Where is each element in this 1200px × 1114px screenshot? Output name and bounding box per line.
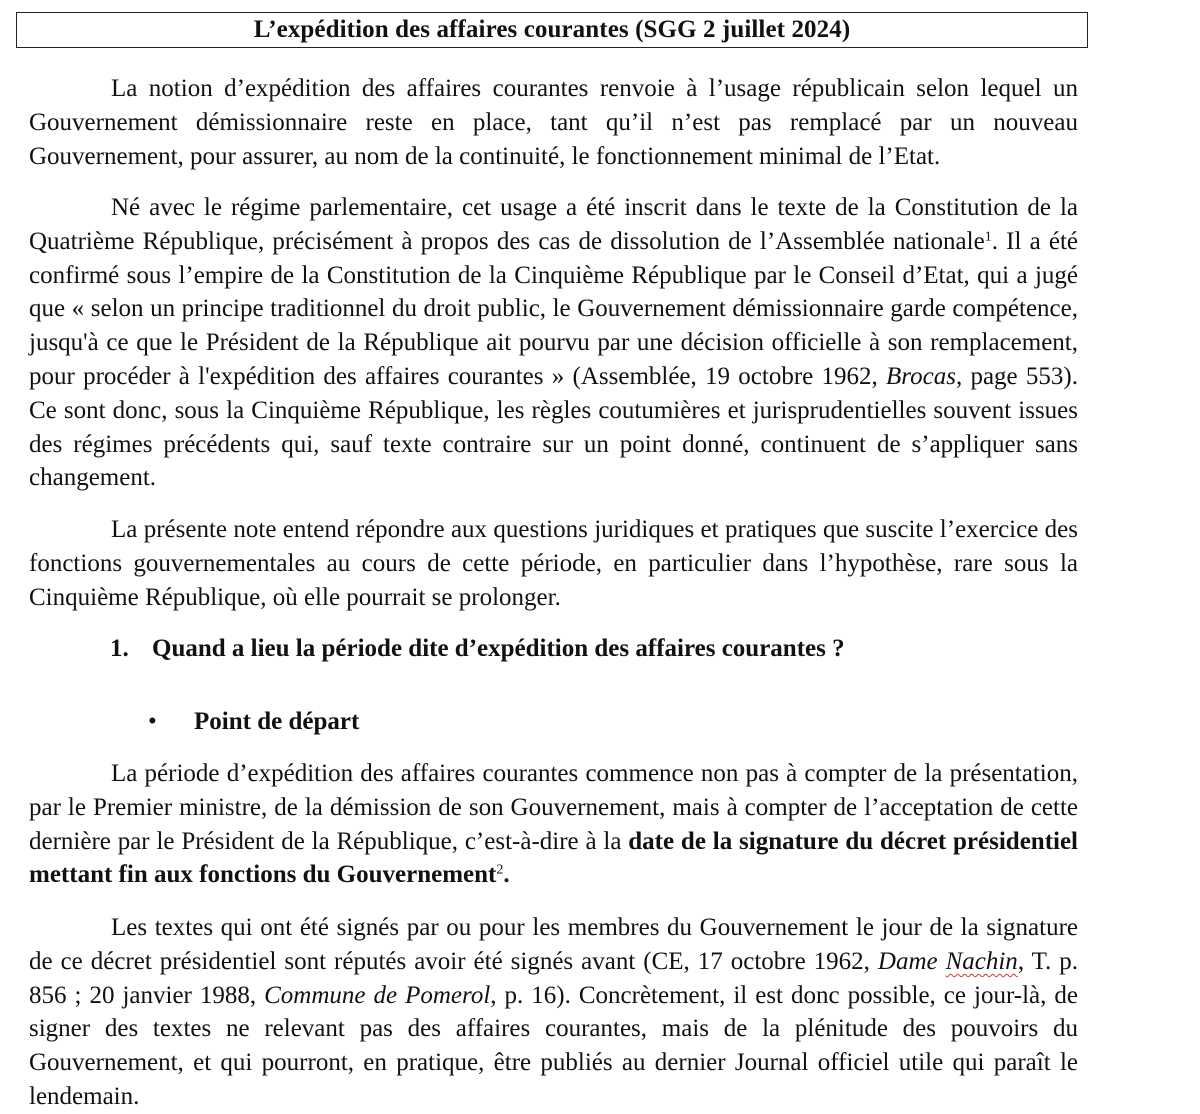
paragraph-signed-text-2: , T. p. 856 ; 20 janvier 1988,: [29, 947, 1078, 1009]
case-name-pomerol: Commune de Pomerol: [264, 981, 491, 1009]
section-heading-1: [110, 632, 845, 665]
case-name-dame: Dame: [877, 947, 946, 975]
subsection-title: Point de départ: [194, 708, 360, 735]
section-title: Quand a lieu la période dite d’expédition des affaires courantes ?: [152, 635, 845, 662]
paragraph-intro: La notion d’expédition des affaires courantes renvoie à l’usage républicain selon lequel un Gouvernement démissionnaire reste en place, tant qu’il n’est pas remplacé par un nouveau Gouvernement, pour assurer, au nom de la continuité, le fonctionnement minimal de l’Etat.: [29, 75, 1078, 170]
paragraph-signed-texts: [29, 911, 1078, 1114]
bold-decree-date: date de la signature du décret présidentiel mettant fin aux fonctions du Gouvernement: [29, 827, 1079, 889]
paragraph-start-point: [29, 757, 1078, 892]
bullet-icon: •: [148, 708, 157, 735]
footnote-ref-2[interactable]: 2: [496, 862, 504, 878]
paragraph-start-end: .: [503, 861, 510, 889]
paragraph-origin-text-3: , page 553). Ce sont donc, sous la Cinquième République, les règles coutumières et jurisprudentielles souvent issues des régimes précédents qui, sauf texte contraire sur un point donné, continuent de s’appliquer sans changement.: [29, 362, 1078, 492]
document-title: L’expédition des affaires courantes (SGG 2 juillet 2024): [16, 12, 1088, 48]
case-name-brocas: Brocas: [886, 362, 956, 390]
case-name-nachin-spellcheck[interactable]: Nachin: [945, 947, 1018, 975]
section-number: 1.: [110, 635, 129, 662]
paragraph-signed-text-3: , p. 16). Concrètement, il est donc possible, ce jour-là, de signer des textes ne relevant pas des affaires courantes, mais de la plénitude des pouvoirs du Gouvernement, et qui pourront, en pratique, être publiés au dernier Journal officiel utile qui paraît le lendemain.: [29, 981, 1078, 1110]
paragraph-origin: [29, 191, 1078, 495]
subsection-heading: [148, 705, 359, 738]
paragraph-origin-text-2: . Il a été confirmé sous l’empire de la Constitution de la Cinquième République par le Conseil d’Etat, qui a jugé que « selon un principe traditionnel du droit public, le Gouvernement démissionnaire garde compétence, jusqu'à ce que le Président de la République ait pourvu par une décision officielle à son remplacement, pour procéder à l'expédition des affaires courantes » (Assemblée, 19 octobre 1962,: [29, 227, 1078, 390]
paragraph-origin-text-1: Né avec le régime parlementaire, cet usage a été inscrit dans le texte de la Constitution de la Quatrième République, précisément à propos des cas de dissolution de l’Assemblée nationale: [29, 194, 1078, 255]
footnote-ref-1[interactable]: 1: [984, 229, 992, 245]
paragraph-signed-text-1: Les textes qui ont été signés par ou pour les membres du Gouvernement le jour de la signature de ce décret présidentiel sont réputés avoir été signés avant (CE, 17 octobre 1962,: [29, 914, 1078, 975]
paragraph-start-text: La période d’expédition des affaires courantes commence non pas à compter de la présentation, par le Premier ministre, de la démission de son Gouvernement, mais à compter de l’acceptation de cette dernière par le Président de la République, c’est-à-dire à la: [29, 760, 1078, 855]
paragraph-purpose: La présente note entend répondre aux questions juridiques et pratiques que suscite l’exercice des fonctions gouvernementales au cours de cette période, en particulier dans l’hypothèse, rare sous la Cinquième République, où elle pourrait se prolonger.: [29, 516, 1078, 611]
